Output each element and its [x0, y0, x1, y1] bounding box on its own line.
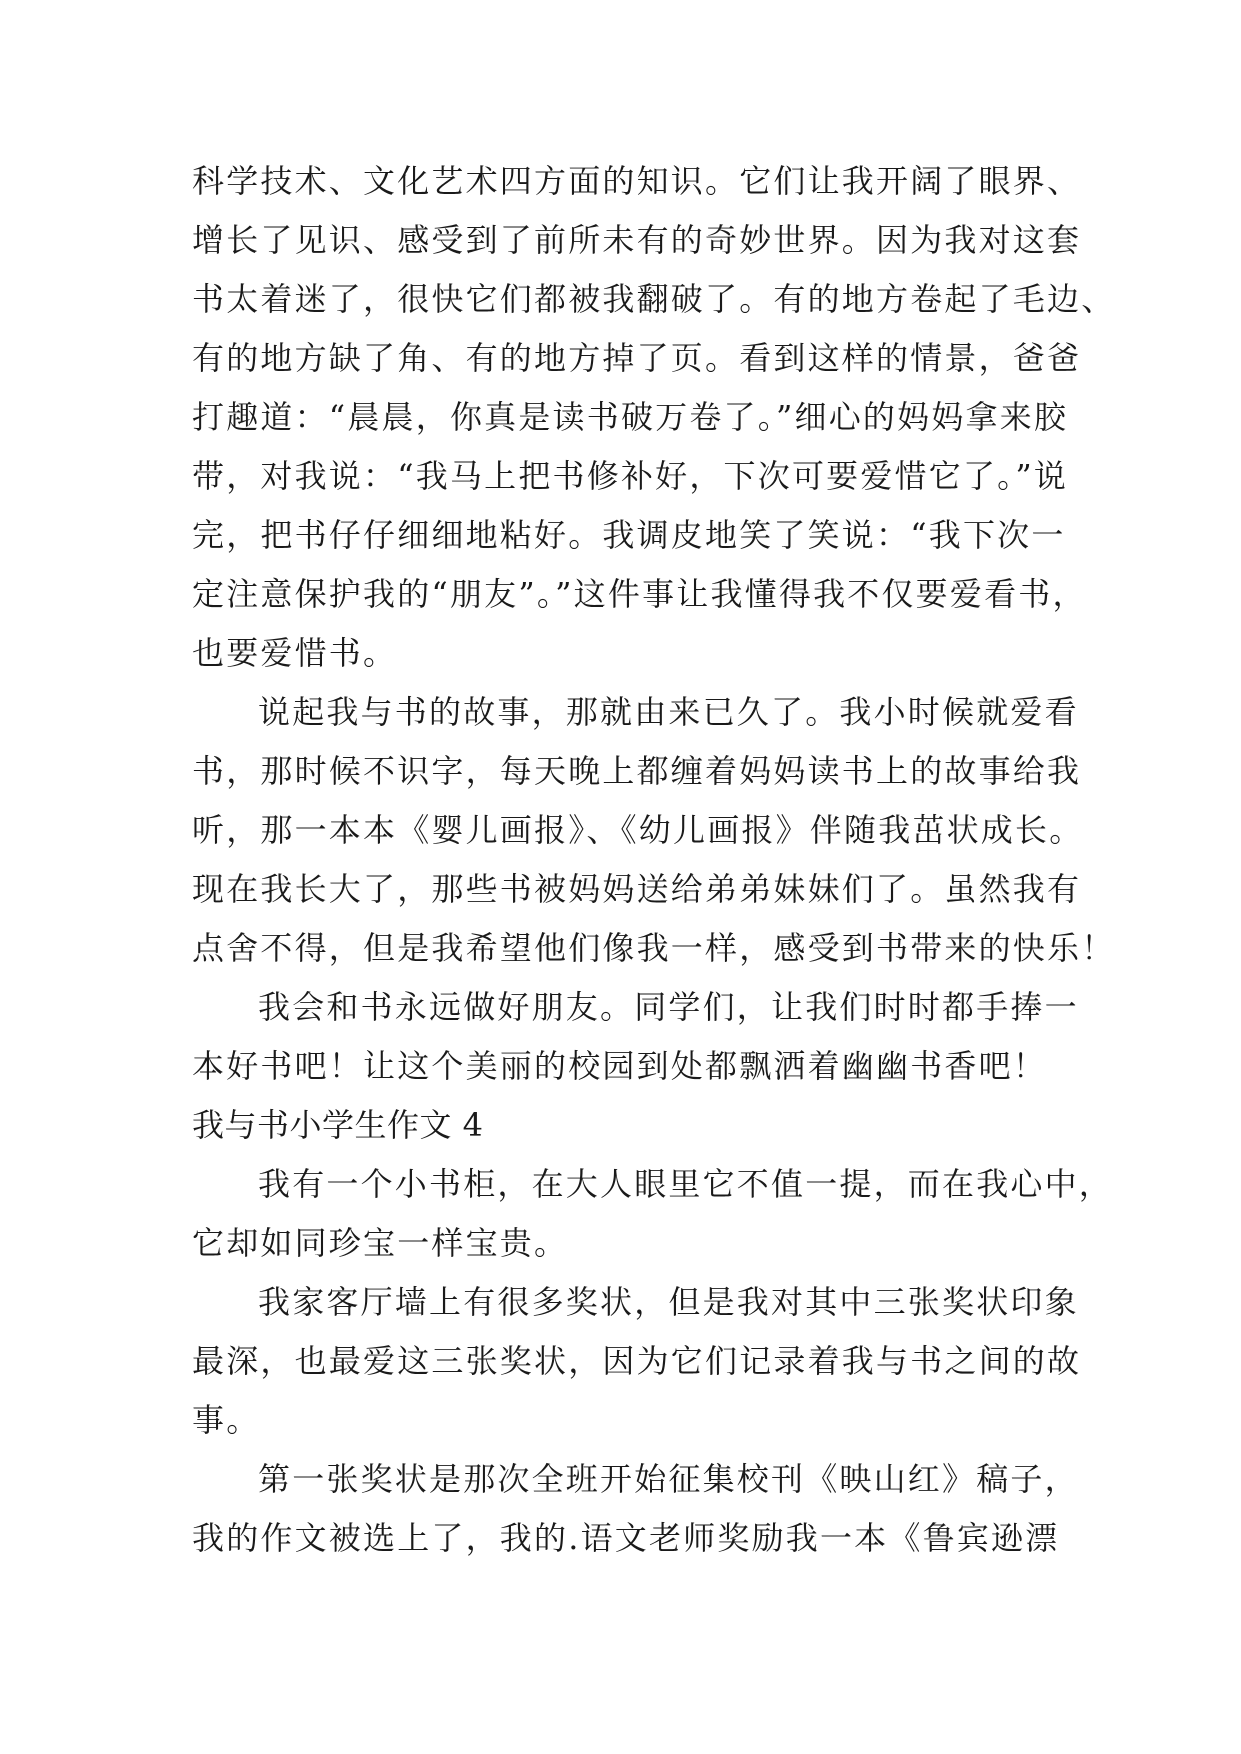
- text-line: 听，那一本本《婴儿画报》、《幼儿画报》伴随我茁状成长。: [192, 811, 1084, 849]
- paragraph-start-line: 我会和书永远做好朋友。同学们，让我们时时都手捧一: [258, 988, 1079, 1026]
- paragraph-start-line: 说起我与书的故事，那就由来已久了。我小时候就爱看: [258, 693, 1079, 731]
- text-line: 定注意保护我的“朋友”。”这件事让我懂得我不仅要爱看书，: [192, 575, 1087, 613]
- text-line: 点舍不得，但是我希望他们像我一样，感受到书带来的快乐！: [192, 929, 1116, 967]
- text-line: 带，对我说：“我马上把书修补好，下次可要爱惜它了。”说: [192, 457, 1069, 495]
- text-line: 我的作文被选上了，我的.语文老师奖励我一本《鲁宾逊漂: [192, 1519, 1060, 1557]
- text-line: 增长了见识、感受到了前所未有的奇妙世界。因为我对这套: [192, 221, 1082, 259]
- text-line: 最深，也最爱这三张奖状，因为它们记录着我与书之间的故: [192, 1342, 1082, 1380]
- section-heading: 我与书小学生作文 4: [192, 1106, 484, 1144]
- text-line: 打趣道：“晨晨，你真是读书破万卷了。”细心的妈妈拿来胶: [192, 398, 1069, 436]
- text-line: 书太着迷了，很快它们都被我翻破了。有的地方卷起了毛边、: [192, 280, 1116, 318]
- paragraph-start-line: 我家客厅墙上有很多奖状，但是我对其中三张奖状印象: [258, 1283, 1079, 1321]
- text-line: 现在我长大了，那些书被妈妈送给弟弟妹妹们了。虽然我有: [192, 870, 1082, 908]
- document-body: [192, 152, 1116, 1568]
- text-line: 科学技术、文化艺术四方面的知识。它们让我开阔了眼界、: [192, 162, 1082, 200]
- paragraph-start-line: 我有一个小书柜，在大人眼里它不值一提，而在我心中，: [258, 1165, 1114, 1203]
- text-line: 本好书吧！让这个美丽的校园到处都飘洒着幽幽书香吧！: [192, 1047, 1048, 1085]
- text-line: 完，把书仔仔细细地粘好。我调皮地笑了笑说：“我下次一: [192, 516, 1066, 554]
- text-line: 事。: [192, 1401, 261, 1439]
- text-line: 也要爱惜书。: [192, 634, 398, 672]
- text-line: 它却如同珍宝一样宝贵。: [192, 1224, 569, 1262]
- paragraph-start-line: 第一张奖状是那次全班开始征集校刊《映山红》稿子，: [258, 1460, 1079, 1498]
- text-line: 有的地方缺了角、有的地方掉了页。看到这样的情景，爸爸: [192, 339, 1082, 377]
- text-line: 书，那时候不识字，每天晚上都缠着妈妈读书上的故事给我: [192, 752, 1082, 790]
